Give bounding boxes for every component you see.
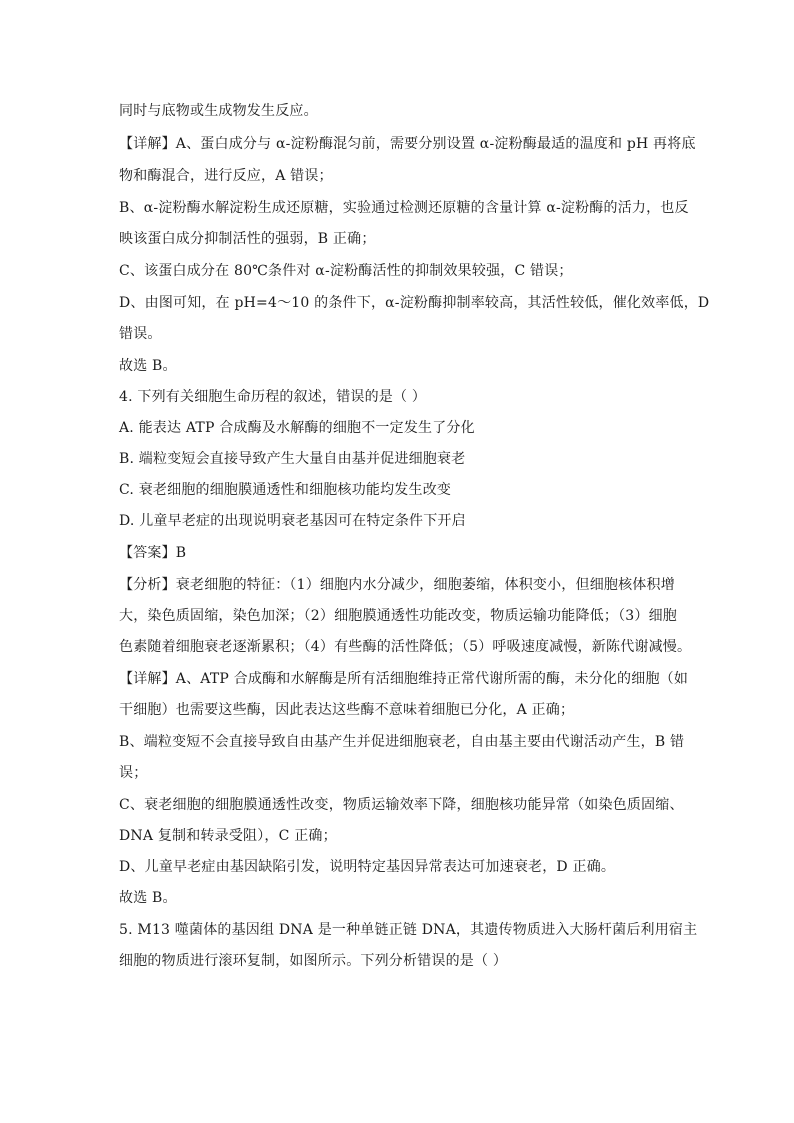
text-line: 故选 B。 [119,358,177,374]
text-line: 误； [119,765,148,781]
text-line: C、衰老细胞的细胞膜通透性改变，物质运输效率下降，细胞核功能异常（如染色质固缩、 [119,797,684,813]
text-line: B、α-淀粉酶水解淀粉生成还原糖，实验通过检测还原糖的含量计算 α-淀粉酶的活力，也反 [119,200,689,216]
answer-line: 【答案】B [119,545,187,561]
text-line: 故选 B。 [119,890,177,906]
option-a: A. 能表达 ATP 合成酶及水解酶的细胞不一定发生了分化 [119,420,475,436]
option-c: C. 衰老细胞的细胞膜通透性和细胞核功能均发生改变 [119,482,452,498]
text-line: 【详解】A、蛋白成分与 α-淀粉酶混匀前，需要分别设置 α-淀粉酶最适的温度和 pH 再将底 [119,136,696,152]
text-line: 干细胞）也需要这些酶，因此表达这些酶不意味着细胞已分化，A 正确； [119,702,575,718]
text-line: 大，染色质固缩，染色加深；（2）细胞膜通透性功能改变，物质运输功能降低；（3）细胞 [119,608,678,624]
text-line: D、儿童早老症由基因缺陷引发，说明特定基因异常表达可加速衰老，D 正确。 [119,859,616,875]
text-line: 色素随着细胞衰老逐渐累积；（4）有些酶的活性降低；（5）呼吸速度减慢，新陈代谢减慢。 [119,639,692,655]
text-line: 映该蛋白成分抑制活性的强弱，B 正确； [119,231,376,247]
text-line: 【详解】A、ATP 合成酶和水解酶是所有活细胞维持正常代谢所需的酶，未分化的细胞（如 [119,671,689,687]
text-line: D、由图可知，在 pH=4～10 的条件下，α-淀粉酶抑制率较高，其活性较低，催化效率低，D [119,295,710,311]
question-stem: 4. 下列有关细胞生命历程的叙述，错误的是（ ） [119,389,427,405]
question-stem: 5. M13 噬菌体的基因组 DNA 是一种单链正链 DNA，其遗传物质进入大肠杆菌后利用宿主 [119,922,698,938]
text-line: C、该蛋白成分在 80℃条件对 α-淀粉酶活性的抑制效果较强，C 错误； [119,263,573,279]
text-line: B、端粒变短不会直接导致自由基产生并促进细胞衰老，自由基主要由代谢活动产生，B 错 [119,734,685,750]
text-line: 错误。 [119,326,162,342]
question-stem: 细胞的物质进行滚环复制，如图所示。下列分析错误的是（ ） [119,953,508,969]
text-line: DNA 复制和转录受阻），C 正确； [119,828,337,844]
text-line: 【分析】衰老细胞的特征：（1）细胞内水分减少，细胞萎缩，体积变小，但细胞核体积增 [119,577,675,593]
option-d: D. 儿童早老症的出现说明衰老基因可在特定条件下开启 [119,513,466,529]
option-b: B. 端粒变短会直接导致产生大量自由基并促进细胞衰老 [119,451,466,467]
text-line: 同时与底物或生成物发生反应。 [119,103,318,119]
text-line: 物和酶混合，进行反应，A 错误； [119,168,333,184]
